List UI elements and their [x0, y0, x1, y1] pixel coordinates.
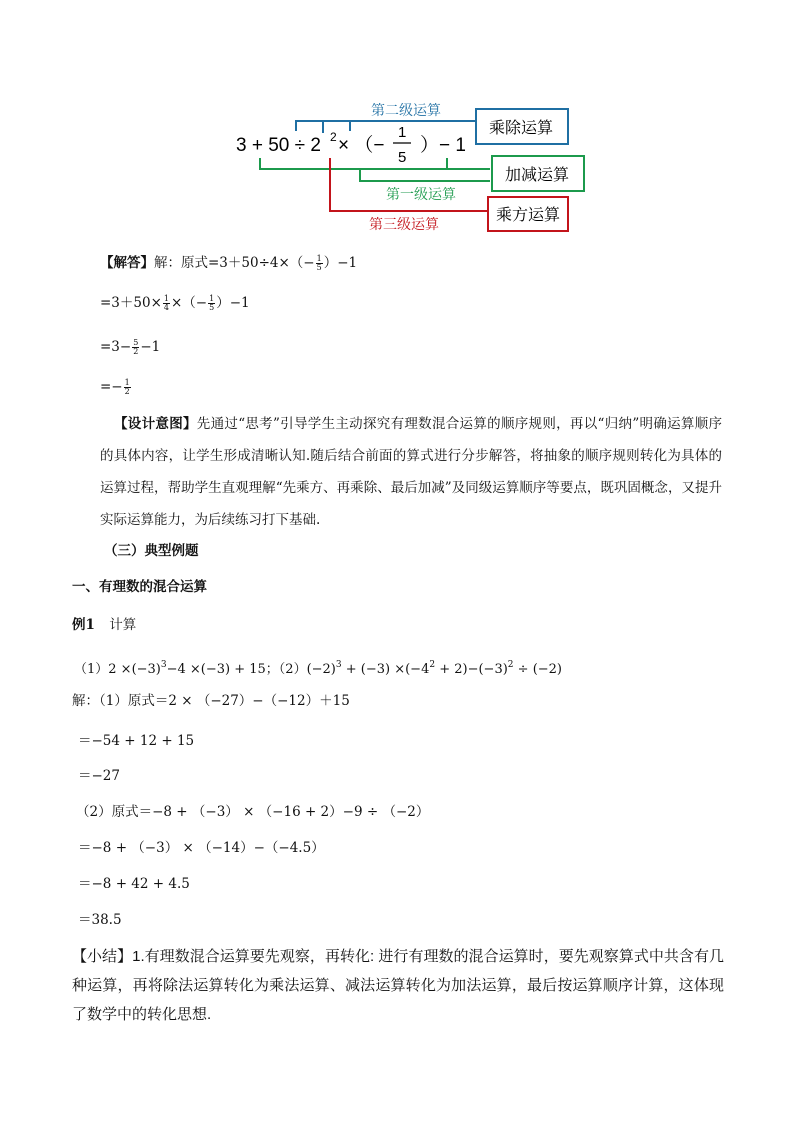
label-first-level: 第一级运算	[386, 186, 456, 202]
answer-line-4	[100, 378, 132, 396]
problem-exp-4: 2	[507, 660, 514, 670]
answer-line2-mid: ×（−	[170, 295, 208, 311]
summary-tag: 【小结】	[72, 948, 133, 965]
expr-times: × （−	[338, 135, 385, 156]
solution-line-3: ＝−27	[78, 768, 120, 784]
solution-line-5: ＝−8 + （−3） × （−14）−（−4.5）	[78, 840, 325, 856]
expr-tail: ）− 1	[420, 135, 466, 156]
third-level-bracket	[330, 158, 488, 211]
design-intent-tag: 【设计意图】	[114, 416, 197, 432]
answer-line4-frac: $\frac{1}{2}$	[124, 378, 130, 396]
problem-part-5: ÷ (−2)	[513, 662, 562, 677]
answer-line4-pre: =−	[100, 379, 123, 395]
example-problems	[74, 656, 562, 679]
answer-line1-pre: 解：原式=3＋50÷4×（−	[154, 255, 315, 271]
answer-line3-post: −1	[140, 339, 161, 355]
box-add-sub-label: 加减运算	[505, 167, 570, 184]
problem-exp-1: 3	[160, 660, 167, 670]
answer-line2-frac1: $\frac{1}{4}$	[163, 294, 169, 312]
answer-line2-frac2: $\frac{1}{5}$	[209, 294, 215, 312]
solution-line-2: ＝−54 + 12 + 15	[78, 733, 195, 749]
answer-line1-frac: $\frac{1}{5}$	[316, 254, 322, 272]
design-intent-paragraph	[100, 408, 722, 536]
answer-tag: 【解答】	[100, 255, 154, 271]
expr-frac-den: 5	[398, 149, 407, 166]
svg-text:3 + 50 ÷ 2	[236, 135, 321, 156]
expr-a: 3 + 50 ÷ 2	[236, 135, 321, 156]
operation-order-diagram	[0, 0, 794, 245]
second-level-bracket	[296, 121, 476, 133]
solution-line-6: ＝−8 + 42 + 4.5	[78, 876, 190, 892]
problem-part-3: + (−3) ×(−4	[341, 662, 430, 677]
problem-part-1: （1）2 ×(−3)	[74, 662, 161, 677]
problem-part-2: −4 ×(−3) + 15；（2）(−2)	[166, 662, 336, 677]
answer-line-2	[100, 294, 250, 312]
expr-frac-num: 1	[398, 124, 407, 141]
first-level-bracket	[260, 158, 490, 181]
solution-line-7: ＝38.5	[78, 912, 122, 928]
box-mul-div-label: 乘除运算	[489, 120, 554, 137]
box-power-label: 乘方运算	[496, 207, 561, 224]
problem-exp-2: 3	[335, 660, 342, 670]
summary-text: 1.有理数混合运算要先观察，再转化: 进行有理数的混合运算时，要先观察算式中共含有几种运算，再将除法运算转化为乘法运算、减法运算转化为加法运算，最后按运算顺序计算，这体现了数学中的转化思想.	[72, 948, 724, 1023]
answer-line2-pre: =3＋50×	[100, 295, 162, 311]
example-1-heading	[72, 616, 136, 634]
example-label: 例1	[72, 617, 95, 633]
solution-line-4: （2）原式＝−8 + （−3） × （−16 + 2）−9 ÷ （−2）	[76, 804, 430, 820]
answer-line3-pre: =3−	[100, 339, 132, 355]
expr-exponent: 2	[330, 130, 337, 144]
summary-paragraph	[72, 942, 724, 1029]
problem-exp-3: 2	[429, 660, 436, 670]
label-second-level: 第二级运算	[371, 102, 441, 118]
section-three-heading: （三）典型例题	[104, 543, 199, 559]
answer-line3-frac: $\frac{5}{2}$	[133, 338, 139, 356]
example-title: 计算	[109, 617, 137, 633]
problem-part-4: + 2)−(−3)	[435, 662, 508, 677]
answer-line2-post: ）−1	[216, 295, 250, 311]
label-third-level: 第三级运算	[369, 216, 439, 232]
design-intent-text: 先通过“思考”引导学生主动探究有理数混合运算的顺序规则，再以“归纳”明确运算顺序的具体内容，让学生形成清晰认知.随后结合前面的算式进行分步解答，将抽象的顺序规则转化为具体的运算过程，帮助学生直观理解“先乘方、再乘除、最后加减”及同级运算顺序等要点，既巩固概念，又提升实际运算能力，为后续练习打下基础.	[100, 416, 723, 528]
answer-line-3	[100, 338, 160, 356]
answer-line1-post: ）−1	[323, 255, 358, 271]
solution-line-1: 解：（1）原式＝2 × （−27）−（−12）＋15	[72, 693, 350, 709]
answer-line-1	[100, 254, 357, 272]
heading-mixed-operations: 一、有理数的混合运算	[72, 579, 207, 595]
